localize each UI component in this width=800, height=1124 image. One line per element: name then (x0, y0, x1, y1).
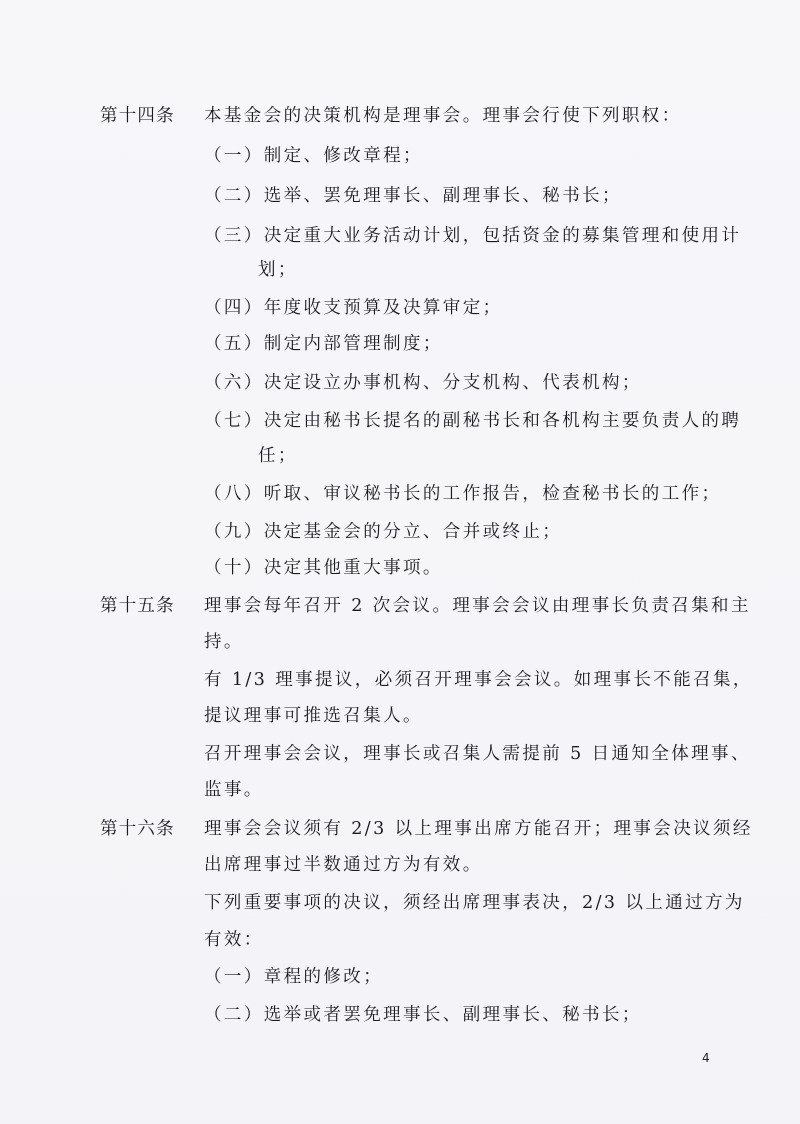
article-14-line: （三）决定重大业务活动计划，包括资金的募集管理和使用计 (204, 226, 742, 246)
article-15-line: 召开理事会会议，理事长或召集人需提前 5 日通知全体理事、 (204, 744, 751, 764)
article-14-line: 划； (258, 260, 298, 280)
article-16-label: 第十六条 (100, 819, 175, 839)
article-14-line: 本基金会的决策机构是理事会。理事会行使下列职权： (204, 106, 682, 126)
article-16-line: 出席理事过半数通过方为有效。 (204, 855, 483, 875)
article-15-label: 第十五条 (100, 596, 175, 616)
article-16-line: 理事会会议须有 2/3 以上理事出席方能召开；理事会决议须经 (204, 819, 753, 839)
article-14-line: （七）决定由秘书长提名的副秘书长和各机构主要负责人的聘 (204, 411, 742, 431)
article-16-line: 有效： (204, 930, 264, 950)
article-15-line: 提议理事可推选召集人。 (204, 706, 423, 726)
article-15-line: 有 1/3 理事提议，必须召开理事会会议。如理事长不能召集， (204, 670, 753, 690)
article-15-line: 持。 (204, 632, 244, 652)
article-14-line: （六）决定设立办事机构、分支机构、代表机构； (204, 373, 642, 393)
article-14-line: （八）听取、审议秘书长的工作报告，检查秘书长的工作； (204, 484, 722, 504)
article-16-line: 下列重要事项的决议，须经出席理事表决，2/3 以上通过方为 (204, 893, 745, 913)
article-15-line: 监事。 (204, 780, 264, 800)
article-14-line: （二）选举、罢免理事长、副理事长、秘书长； (204, 186, 622, 206)
article-14-line: （一）制定、修改章程； (204, 146, 423, 166)
article-14-line: （十）决定其他重大事项。 (204, 558, 443, 578)
article-14-line: （九）决定基金会的分立、合并或终止； (204, 522, 563, 542)
article-14-line: （五）制定内部管理制度； (204, 334, 443, 354)
article-14-line: 任； (258, 446, 298, 466)
article-16-line: （二）选举或者罢免理事长、副理事长、秘书长； (204, 1005, 642, 1025)
page-number: 4 (702, 1051, 710, 1065)
article-16-line: （一）章程的修改； (204, 967, 384, 987)
article-14-label: 第十四条 (100, 106, 175, 126)
article-14-line: （四）年度收支预算及决算审定； (204, 298, 503, 318)
article-15-line: 理事会每年召开 2 次会议。理事会会议由理事长负责召集和主 (204, 596, 751, 616)
